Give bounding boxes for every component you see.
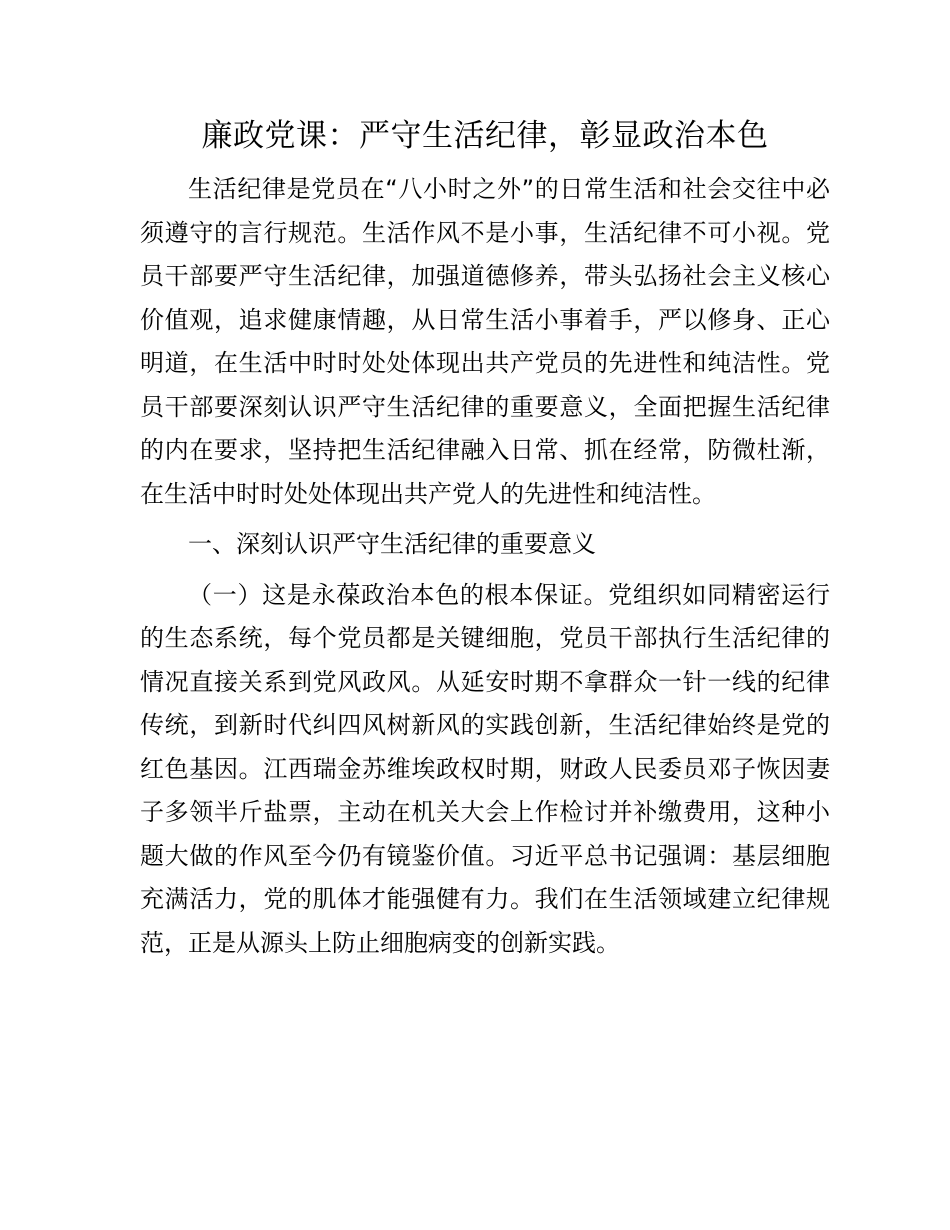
intro-paragraph: 生活纪律是党员在“八小时之外”的日常生活和社会交往中必须遵守的言行规范。生活作风不是小事，生活纪律不可小视。党员干部要严守生活纪律，加强道德修养，带头弘扬社会主义核心价值观，追求健康情趣，从日常生活小事着手，严以修身、正心明道，在生活中时时处处体现出共产党员的先进性和纯洁性。党员干部要深刻认识严守生活纪律的重要意义，全面把握生活纪律的内在要求，坚持把生活纪律融入日常、抓在经常，防微杜渐，在生活中时时处处体现出共产党人的先进性和纯洁性。 xyxy=(140,175,830,508)
section-paragraph: （一）这是永葆政治本色的根本保证。党组织如同精密运行的生态系统，每个党员都是关键细胞，党员干部执行生活纪律的情况直接关系到党风政风。从延安时期不拿群众一针一线的纪律传统，到新时代纠四风树新风的实践创新，生活纪律始终是党的红色基因。江西瑞金苏维埃政权时期，财政人民委员邓子恢因妻子多领半斤盐票，主动在机关大会上作检讨并补缴费用，这种小题大做的作风至今仍有镜鉴价值。习近平总书记强调：基层细胞充满活力，党的肌体才能强健有力。我们在生活领域建立纪律规范，正是从源头上防止细胞病变的创新实践。 xyxy=(140,580,830,957)
section-heading: 一、深刻认识严守生活纪律的重要意义 xyxy=(188,530,596,558)
document-title: 廉政党课：严守生活纪律，彰显政治本色 xyxy=(201,118,769,154)
document-page xyxy=(140,108,830,965)
